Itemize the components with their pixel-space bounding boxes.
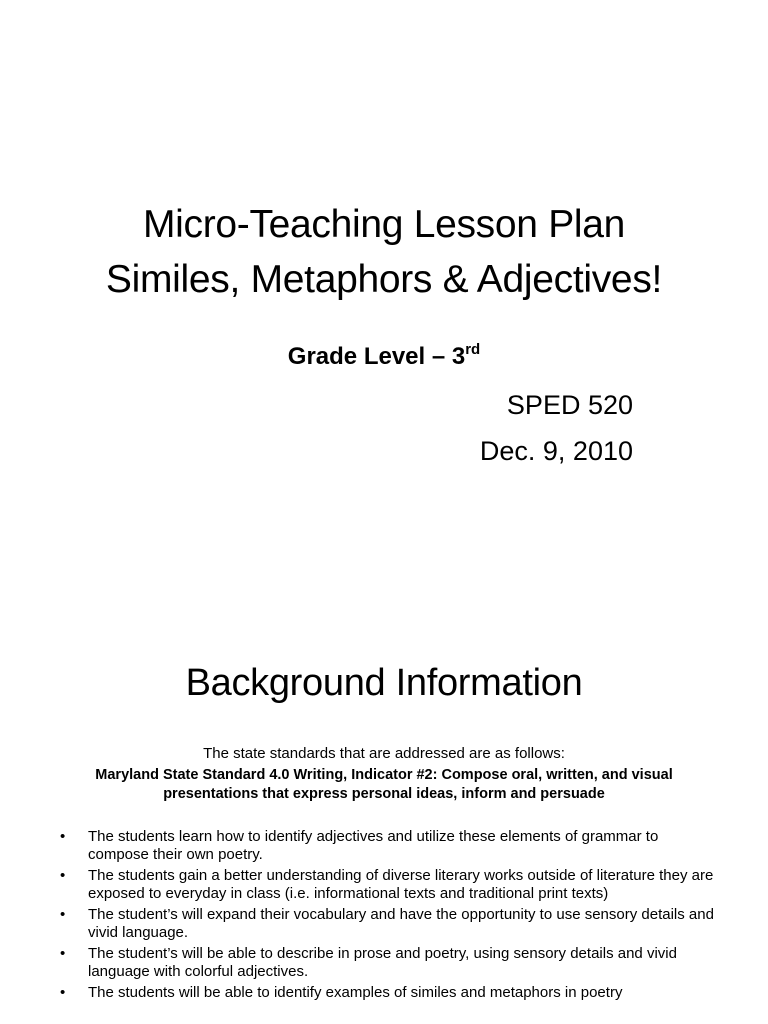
- list-item-text: The student’s will expand their vocabulary and have the opportunity to use sensory details and vivid language.: [88, 906, 714, 941]
- bullet-icon: •: [60, 867, 66, 884]
- grade-level-superscript: rd: [465, 341, 481, 358]
- standards-intro: The state standards that are addressed are as follows:: [203, 745, 565, 762]
- bullet-icon: •: [60, 906, 66, 923]
- bullet-icon: •: [60, 984, 66, 1001]
- bullet-icon: •: [60, 945, 66, 962]
- grade-level-label: Grade Level – 3: [287, 343, 466, 370]
- list-item: [56, 906, 716, 942]
- objectives-list: [56, 828, 716, 1005]
- background-title: Background Information: [185, 662, 583, 704]
- grade-level: [0, 343, 768, 371]
- list-item-text: The student’s will be able to describe in prose and poetry, using sensory details and vivid language with colorful adjectives.: [88, 945, 677, 980]
- state-standard: Maryland State Standard 4.0 Writing, Indicator #2: Compose oral, written, and visual presentations that express personal ideas, inform and persuade: [95, 767, 673, 802]
- list-item-text: The students will be able to identify examples of similes and metaphors in poetry: [88, 984, 623, 1001]
- slide-title-line-2: Similes, Metaphors & Adjectives!: [105, 258, 663, 301]
- background-slide: [0, 620, 768, 1024]
- list-item: [56, 984, 716, 1002]
- list-item: [56, 945, 716, 981]
- bullet-icon: •: [60, 828, 66, 845]
- course-code: SPED 520: [506, 390, 633, 420]
- lesson-date: Dec. 9, 2010: [479, 436, 633, 466]
- list-item: [56, 828, 716, 864]
- list-item-text: The students gain a better understanding of diverse literary works outside of literature they are exposed to everyday in class (i.e. informational texts and traditional print texts): [88, 867, 714, 902]
- list-item-text: The students learn how to identify adjectives and utilize these elements of grammar to compose their own poetry.: [88, 828, 659, 863]
- slide-title-line-1: Micro-Teaching Lesson Plan: [142, 203, 626, 246]
- list-item: [56, 867, 716, 903]
